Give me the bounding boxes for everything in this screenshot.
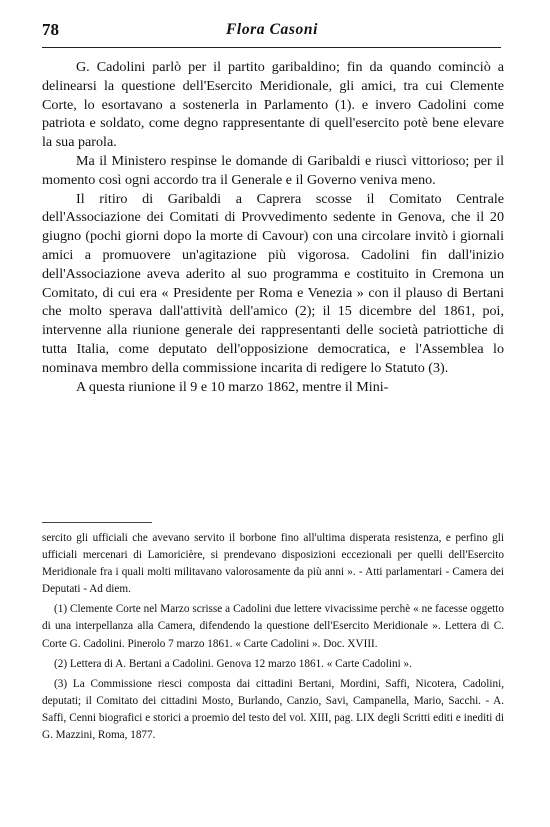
paragraph: A questa riunione il 9 e 10 marzo 1862, mentre il Mini- — [76, 378, 389, 395]
footnote: (3) La Commissione riesci composta dai cittadini Bertani, Mordini, Saffi, Nicotera, Cadolini, deputati; il Comitato dei cittadini Mosto, Burlando, Canzio, Savi, Campanella, Mario, Sacchi. - A. Saffi, Cenni biografici e storici a proemio del testo del vol. XIII, pag. LIX degli Scritti editi e inediti di G. Mazzini, Roma, 1877. — [42, 677, 504, 742]
page-header — [42, 20, 502, 42]
running-title: Flora Casoni — [225, 21, 319, 38]
paragraph: G. Cadolini parlò per il partito garibaldino; fin da quando cominciò a delinearsi la questione dell'Esercito Meridionale, gli amici, tra cui Clemente Corte, lo esortavano a sostenerla in Parlamento (1). e invero Cadolini come patriota e soldato, come degno rappresentante di quell'esercito potè bene elevare la sua parola. — [42, 59, 504, 151]
footnotes — [42, 530, 504, 747]
page-number: 78 — [42, 20, 59, 39]
paragraph: Ma il Ministero respinse le domande di Garibaldi e riuscì vittorioso; per il momento così ogni accordo tra il Generale e il Governo veniva meno. — [42, 152, 504, 188]
header-rule — [42, 47, 501, 48]
footnote: (2) Lettera di A. Bertani a Cadolini. Genova 12 marzo 1861. « Carte Cadolini ». — [54, 657, 412, 670]
footnote-continuation: sercito gli ufficiali che avevano servito il borbone fino all'ultima disperata resistenza, e perfino gli ufficiali mercenari di Lamoricière, si prendevano disposizioni eccezionali per quelli dell'Esercito Meridionale fra i quali molti militavano valorosamente da più anni ». - Atti parlamentari - Camera dei Deputati - Ad diem. — [42, 532, 504, 596]
footnote-separator — [42, 522, 152, 523]
main-text — [42, 58, 504, 396]
paragraph: Il ritiro di Garibaldi a Caprera scosse il Comitato Centrale dell'Associazione dei Comitati di Provvedimento sedente in Genova, che il 20 giugno (pochi giorni dopo la morte di Cavour) con una circolare invitò i giornali amici a promuovere un'agitazione più vigorosa. Cadolini fin dall'inizio dell'Associazione aveva aderito al suo programma e costituito in Cremona un Comitato, di cui era « Presidente per Roma e Venezia » con il plauso di Bertani che molto sperava dall'attività dell'amico (2); il 15 dicembre del 1861, poi, intervenne alla riunione generale dei rappresentanti delle società patriottiche di tutta Italia, come deputato dell'opposizione democratica, e l'Assemblea lo nominava membro della commissione incarita di redigere lo Statuto (3). — [42, 190, 504, 376]
footnote: (1) Clemente Corte nel Marzo scrisse a Cadolini due lettere vivacissime perchè « ne facesse oggetto di una interpellanza alla Camera, difendendo la questione dell'Esercito Meridionale ». Lettera di C. Corte G. Cadolini. Pinerolo 7 marzo 1861. « Carte Cadolini ». Doc. XVIII. — [42, 603, 504, 650]
